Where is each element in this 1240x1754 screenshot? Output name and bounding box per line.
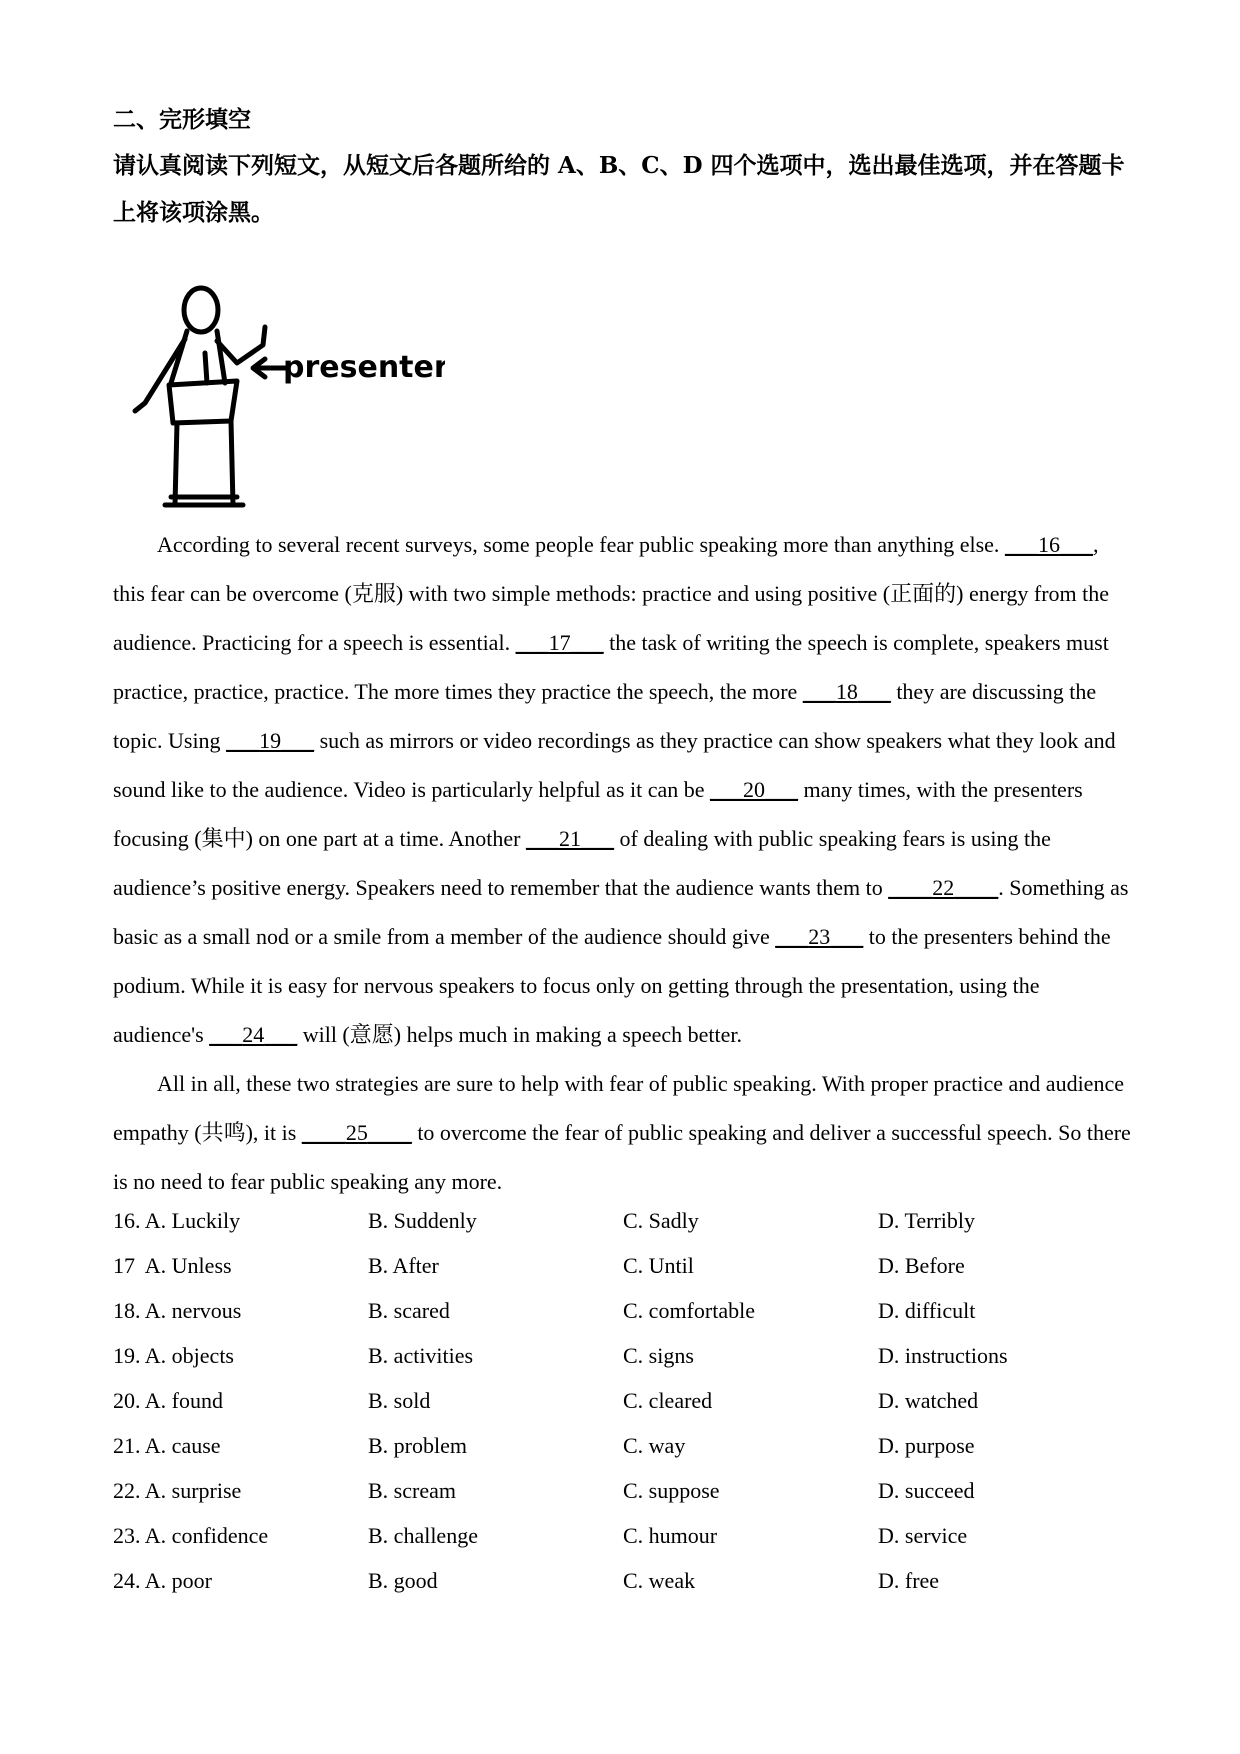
presenter-label: presenter (283, 350, 445, 385)
option-17-b: B. After (368, 1253, 439, 1278)
blank-19: ___19___ (226, 728, 315, 753)
option-row-16 (113, 1198, 1133, 1243)
option-16-d: D. Terribly (878, 1208, 976, 1233)
option-row-24 (113, 1558, 1133, 1603)
option-20-c: C. cleared (623, 1388, 713, 1413)
option-24-a: 24. A. poor (113, 1568, 212, 1593)
option-row-20 (113, 1378, 1133, 1423)
option-row-18 (113, 1288, 1133, 1333)
blank-22: ____22____ (888, 875, 999, 900)
instructions: 请认真阅读下列短文，从短文后各题所给的 A、B、C、D 四个选项中，选出最佳选项，并在答题卡上将该项涂黑。 (113, 152, 1125, 226)
option-23-a: 23. A. confidence (113, 1523, 269, 1548)
blank-16: ___16___ (1004, 532, 1093, 557)
option-row-23 (113, 1513, 1133, 1558)
answer-options (113, 1198, 1133, 1603)
option-18-b: B. scared (368, 1298, 450, 1323)
option-23-c: C. humour (623, 1523, 718, 1548)
option-22-a: 22. A. surprise (113, 1478, 242, 1503)
option-16-b: B. Suddenly (368, 1208, 477, 1233)
option-24-c: C. weak (623, 1568, 696, 1593)
option-24-b: B. good (368, 1568, 438, 1593)
option-17-c: C. Until (623, 1253, 694, 1278)
option-17-d: D. Before (878, 1253, 965, 1278)
option-18-c: C. comfortable (623, 1298, 755, 1323)
presenter-illustration (125, 283, 445, 515)
blank-20: ___20___ (710, 777, 798, 802)
option-20-d: D. watched (878, 1388, 979, 1413)
blank-17: ___17___ (515, 630, 604, 655)
option-19-a: 19. A. objects (113, 1343, 234, 1368)
option-17-a: 17 A. Unless (113, 1253, 232, 1278)
option-21-a: 21. A. cause (113, 1433, 221, 1458)
option-row-19 (113, 1333, 1133, 1378)
option-row-22 (113, 1468, 1133, 1513)
option-21-c: C. way (623, 1433, 686, 1458)
section-title: 二、完形填空 (113, 106, 251, 133)
option-18-d: D. difficult (878, 1298, 976, 1323)
presenter-at-podium-icon (125, 283, 445, 515)
blank-18: ___18___ (802, 679, 891, 704)
blank-25: ____25____ (301, 1120, 412, 1145)
option-20-b: B. sold (368, 1388, 431, 1413)
option-20-a: 20. A. found (113, 1388, 223, 1413)
option-row-17 (113, 1243, 1133, 1288)
passage (113, 520, 1133, 1206)
option-22-c: C. suppose (623, 1478, 720, 1503)
option-16-a: 16. A. Luckily (113, 1208, 241, 1233)
option-19-b: B. activities (368, 1343, 474, 1368)
option-23-d: D. service (878, 1523, 968, 1548)
option-19-c: C. signs (623, 1343, 694, 1368)
option-18-a: 18. A. nervous (113, 1298, 242, 1323)
option-22-d: D. succeed (878, 1478, 975, 1503)
option-16-c: C. Sadly (623, 1208, 699, 1233)
blank-21: ___21___ (526, 826, 615, 851)
option-23-b: B. challenge (368, 1523, 478, 1548)
option-21-b: B. problem (368, 1433, 467, 1458)
option-19-d: D. instructions (878, 1343, 1008, 1368)
paragraph-1: According to several recent surveys, some people fear public speaking more than anything else. ___16___, this fear can be overcome (克服) with two simple methods: practice and using positive (正面的) energy from the audience. Practicing for a speech is essential. ___17___ the task of writing the speech is complete, speakers must practice, practice, practice. The more times they practice the speech, the more ___18___ they are discussing the topic. Using ___19___ such as mirrors or video recordings as they practice can show speakers what they look and sound like to the audience. Video is particularly helpful as it can be ___20___ many times, with the presenters focusing (集中) on one part at a time. Another ___21___ of dealing with public speaking fears is using the audience’s positive energy. Speakers need to remember that the audience wants them to ____22____. Something as basic as a small nod or a smile from a member of the audience should give ___23___ to the presenters behind the podium. While it is easy for nervous speakers to focus only on getting through the presentation, using the audience's ___24___ will (意愿) helps much in making a speech better. (113, 532, 1129, 1047)
option-21-d: D. purpose (878, 1433, 975, 1458)
blank-24: ___24___ (209, 1022, 298, 1047)
option-row-21 (113, 1423, 1133, 1468)
blank-23: ___23___ (775, 924, 864, 949)
option-22-b: B. scream (368, 1478, 456, 1503)
paragraph-2: All in all, these two strategies are sure to help with fear of public speaking. With proper practice and audience empathy (共鸣), it is ____25____ to overcome the fear of public speaking and deliver a successful speech. So there is no need to fear public speaking any more. (113, 1071, 1131, 1194)
option-24-d: D. free (878, 1568, 940, 1593)
